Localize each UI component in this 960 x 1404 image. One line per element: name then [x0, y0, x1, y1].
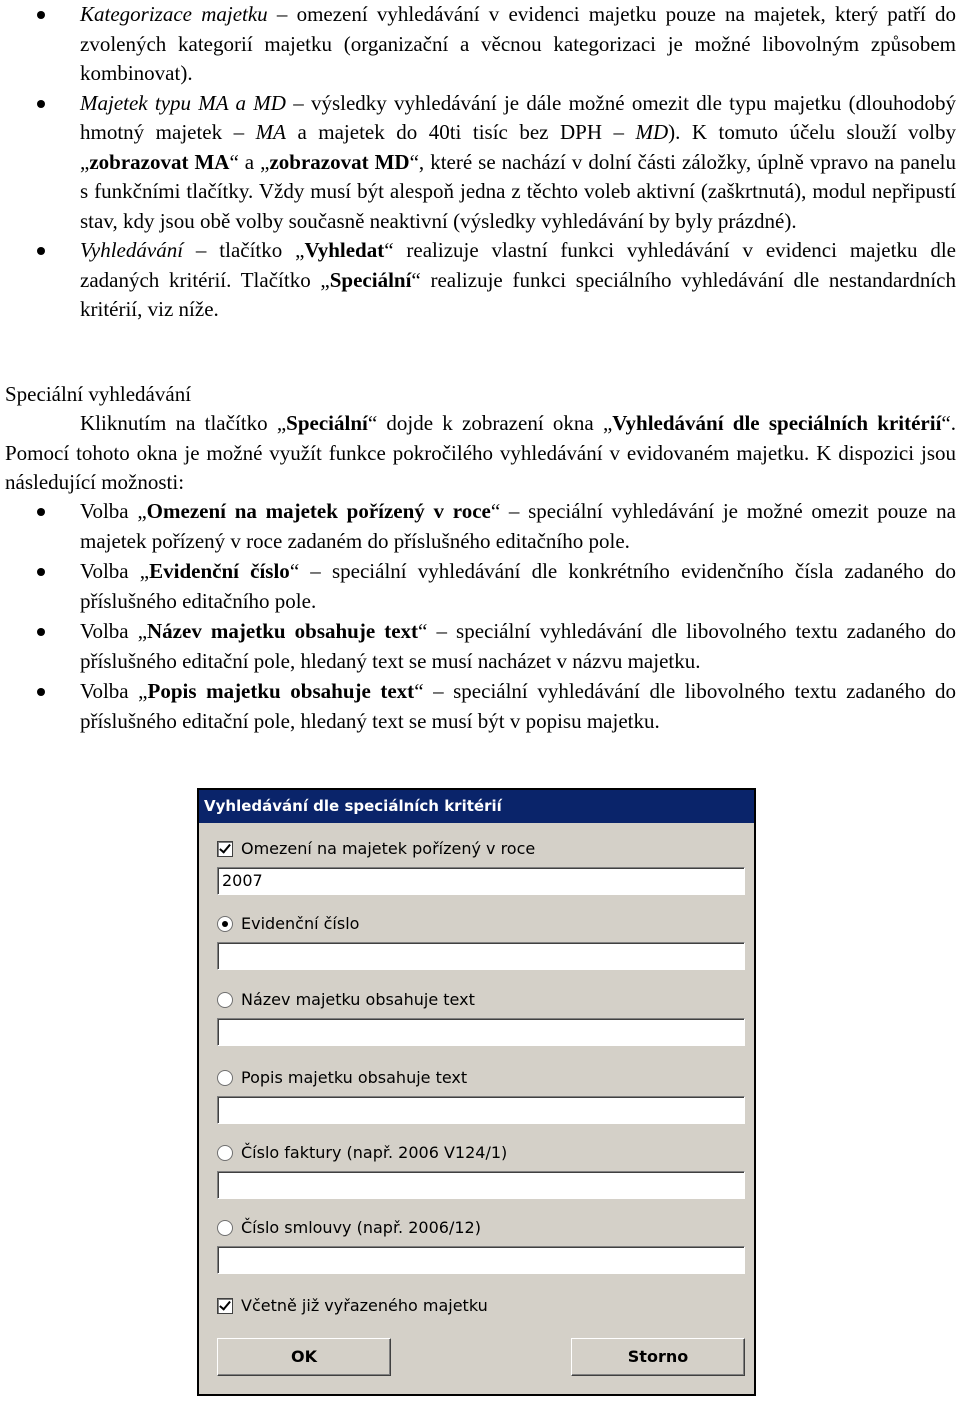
options-bullet-list [0, 497, 960, 737]
year-limit-checkbox[interactable] [217, 838, 535, 860]
button-name: Speciální [329, 267, 412, 292]
item-text: “ – speciální vyhledávání je možné omezit pouze na majetek pořízený v roce zadaném do příslušného editačního pole. [80, 499, 956, 553]
section-paragraph [5, 409, 956, 498]
item-text: Volba „ [80, 559, 150, 583]
contract-number-input[interactable] [217, 1246, 745, 1274]
radio-label: Číslo smlouvy (např. 2006/12) [241, 1218, 481, 1237]
item-text: Volba „ [80, 499, 147, 523]
radio-label: Číslo faktury (např. 2006 V124/1) [241, 1143, 508, 1162]
description-text-input[interactable] [217, 1096, 745, 1124]
ok-button[interactable]: OK [217, 1338, 391, 1376]
item-text: “ a „ [229, 149, 270, 174]
special-search-dialog [197, 788, 756, 1396]
option-name: zobrazovat MD [269, 149, 410, 174]
item-text: “ realizuje funkci speciálního vyhledávání dle nestandardních kritérií, viz níže. [80, 267, 956, 321]
item-text: “ – speciální vyhledávání dle libovolného textu zadaného do příslušného editační pole, hledaný text se musí být v popisu majetku. [80, 679, 956, 733]
checkbox-label: Včetně již vyřazeného majetku [241, 1296, 488, 1315]
bullet-icon [37, 11, 45, 19]
radio-icon[interactable] [217, 1220, 233, 1236]
radio-icon[interactable] [217, 992, 233, 1008]
bullet-icon [37, 688, 45, 696]
dialog-title: Vyhledávání dle speciálních kritérií [199, 790, 754, 823]
checkbox-icon[interactable] [217, 1298, 233, 1314]
option-name: Popis majetku obsahuje text [147, 679, 415, 703]
item-text: “ – speciální vyhledávání dle konkrétního evidenčního čísla zadaného do příslušného editačního pole. [80, 559, 956, 613]
radio-label: Popis majetku obsahuje text [241, 1068, 468, 1087]
radio-label: Evidenční číslo [241, 914, 360, 933]
option-name: zobrazovat MA [89, 149, 230, 174]
list-item [0, 236, 960, 325]
year-input[interactable]: 2007 [217, 867, 745, 895]
bullet-icon [37, 100, 45, 108]
option-name: Omezení na majetek pořízený v roce [146, 499, 491, 523]
bullet-icon [37, 508, 45, 516]
option-name: Název majetku obsahuje text [147, 619, 419, 643]
section-heading: Speciální vyhledávání [5, 382, 192, 406]
include-retired-checkbox[interactable] [217, 1295, 488, 1317]
list-item [0, 557, 960, 616]
top-bullet-list [0, 0, 960, 325]
term: Vyhledávání [80, 238, 184, 262]
radio-contract-number[interactable] [217, 1217, 481, 1239]
para-text: “ dojde k zobrazení okna „ [367, 411, 613, 435]
radio-name-contains[interactable] [217, 989, 475, 1011]
radio-evidence-number[interactable] [217, 913, 359, 935]
invoice-number-input[interactable] [217, 1171, 745, 1199]
para-text: “. Pomocí tohoto okna je možné využít funkce pokročilého vyhledávání v evidovaném majetku. K dispozici jsou následující možnosti: [5, 411, 956, 494]
radio-icon[interactable] [217, 1070, 233, 1086]
bullet-icon [37, 628, 45, 636]
item-text: “ realizuje vlastní funkci vyhledávání v evidenci majetku dle zadaných kritérií. Tlačítko „ [80, 238, 956, 292]
radio-label: Název majetku obsahuje text [241, 990, 475, 1009]
term: Kategorizace majetku [80, 2, 268, 26]
list-item [0, 0, 960, 89]
item-text: “, které se nachází v dolní části záložky, úplně vpravo na panelu s funkčními tlačítky. Vždy musí být alespoň jedna z těchto voleb aktivní (zaškrtnutá), modul nepřipustí stav, kdy jsou obě volby současně neaktivní (výsledky vyhledávání by byly prázdné). [80, 149, 956, 233]
para-text: Kliknutím na tlačítko „ [80, 411, 287, 435]
list-item [0, 497, 960, 556]
cancel-button[interactable]: Storno [571, 1338, 745, 1376]
term-md: MD [635, 120, 669, 144]
list-item [0, 89, 960, 237]
list-item [0, 677, 960, 736]
evidence-number-input[interactable] [217, 942, 745, 970]
item-text: “ – speciální vyhledávání dle libovolného textu zadaného do příslušného editační pole, hledaný text se musí nacházet v názvu majetku. [80, 619, 957, 673]
item-text: Volba „ [80, 619, 148, 643]
bullet-icon [37, 247, 45, 255]
radio-icon[interactable] [217, 1145, 233, 1161]
checkbox-icon[interactable] [217, 841, 233, 857]
name-text-input[interactable] [217, 1018, 745, 1046]
bullet-icon [37, 568, 45, 576]
item-text: – omezení vyhledávání v evidenci majetku pouze na majetek, který patří do zvolených kategorií majetku (organizační a věcnou kategorizaci je možné libovolným způsobem kombinovat). [80, 2, 956, 85]
button-name: Vyhledat [304, 238, 385, 262]
button-name: Speciální [286, 411, 368, 435]
item-text: Volba „ [80, 679, 148, 703]
item-text: – tlačítko „ [183, 238, 305, 262]
item-text: a majetek do 40ti tisíc bez DPH – [285, 120, 636, 144]
checkbox-label: Omezení na majetek pořízený v roce [241, 839, 536, 858]
window-name: Vyhledávání dle speciálních kritérií [612, 411, 942, 435]
item-text: ). K tomuto účelu slouží volby „ [80, 120, 956, 174]
term-ma: MA [255, 120, 286, 144]
list-item [0, 617, 960, 676]
radio-description-contains[interactable] [217, 1067, 467, 1089]
term: Majetek typu MA a MD [80, 90, 286, 115]
option-name: Evidenční číslo [149, 559, 290, 583]
radio-icon[interactable] [217, 916, 233, 932]
radio-invoice-number[interactable] [217, 1142, 507, 1164]
item-text: – výsledky vyhledávání je dále možné omezit dle typu majetku (dlouhodobý hmotný majetek – [80, 90, 956, 144]
